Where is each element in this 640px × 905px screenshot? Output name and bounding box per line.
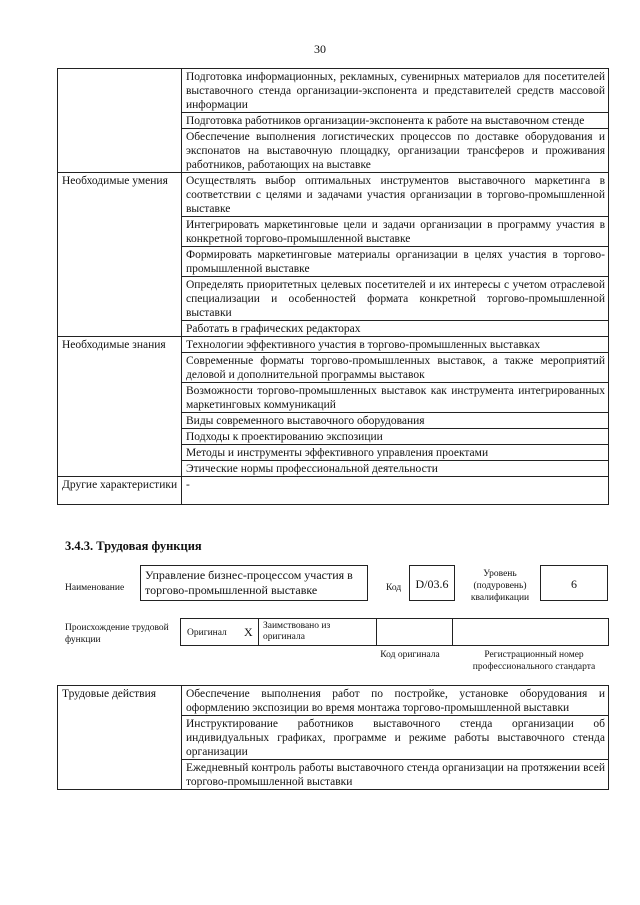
table-cell: Определять приоритетных целевых посетителей и их интересы с учетом отраслевой специализации и особенностей формата конкретной торгово-промышленной выставки bbox=[182, 277, 609, 321]
section-title: 3.4.3. Трудовая функция bbox=[65, 539, 202, 553]
function-name-value: Управление бизнес-процессом участия в торгово-промышленной выставке bbox=[140, 565, 368, 601]
reg-caption: Регистрационный номер профессионального стандарта bbox=[472, 650, 596, 672]
table-cell: Ежедневный контроль работы выставочного стенда организации на протяжении всей торгово-промышленной выставки bbox=[182, 760, 609, 790]
name-label: Наименование bbox=[65, 583, 125, 593]
page-number: 30 bbox=[314, 42, 326, 56]
function-code-value: D/03.6 bbox=[409, 565, 455, 601]
labor-actions-table bbox=[57, 685, 609, 790]
code-caption: Код оригинала bbox=[380, 650, 440, 660]
level-label: Уровень (подуровень) квалификации bbox=[470, 569, 530, 603]
table-cell: Инструктирование работников выставочного стенда организации об индивидуальных графиках, программе и режиме работы выставочного стенда организации bbox=[182, 716, 609, 760]
table-cell: Формировать маркетинговые материалы организации в целях участия в торгово-промышленной выставке bbox=[182, 247, 609, 277]
category-cell: Необходимые знания bbox=[58, 337, 182, 477]
table-cell: Подготовка работников организации-экспонента к работе на выставочном стенде bbox=[182, 113, 609, 129]
table-row bbox=[58, 686, 609, 716]
table-cell: Технологии эффективного участия в торгово-промышленных выставках bbox=[182, 337, 609, 353]
table-cell: Современные форматы торгово-промышленных выставок, а также мероприятий деловой и дополнительной программы выставок bbox=[182, 353, 609, 383]
table-cell: Обеспечение выполнения работ по постройке, установке оборудования и оформлению экспозиции во время монтажа торгово-промышленной выставки bbox=[182, 686, 609, 716]
code-label: Код bbox=[386, 583, 402, 593]
skills-knowledge-table bbox=[57, 68, 609, 505]
original-label: Оригинал bbox=[187, 628, 227, 638]
table-cell: Этические нормы профессиональной деятельности bbox=[182, 461, 609, 477]
table-cell: Подготовка информационных, рекламных, сувенирных материалов для посетителей выставочного стенда организации-экспонента и представителей средств массовой информации bbox=[182, 69, 609, 113]
category-cell: Необходимые умения bbox=[58, 173, 182, 337]
table-cell: Работать в графических редакторах bbox=[182, 321, 609, 337]
table-row bbox=[58, 69, 609, 113]
table-cell: Методы и инструменты эффективного управления проектами bbox=[182, 445, 609, 461]
table-cell: Виды современного выставочного оборудования bbox=[182, 413, 609, 429]
table-cell: Подходы к проектированию экспозиции bbox=[182, 429, 609, 445]
table-cell: Интегрировать маркетинговые цели и задачи организации в программу участия в конкретной торгово-промышленной выставке bbox=[182, 217, 609, 247]
category-cell: Трудовые действия bbox=[58, 686, 182, 790]
divider bbox=[258, 619, 259, 645]
table-cell: Возможности торгово-промышленных выставок как инструмента интегрированных маркетинговых коммуникаций bbox=[182, 383, 609, 413]
table-cell: Осуществлять выбор оптимальных инструментов выставочного маркетинга в соответствии с целями и задачами участия организации в торгово-промышленной выставке bbox=[182, 173, 609, 217]
table-cell: - bbox=[182, 477, 609, 505]
category-cell: Другие характеристики bbox=[58, 477, 182, 505]
divider bbox=[452, 619, 453, 645]
table-row bbox=[58, 173, 609, 217]
table-row bbox=[58, 337, 609, 353]
origin-label: Происхождение трудовой функции bbox=[65, 623, 169, 645]
category-cell bbox=[58, 69, 182, 173]
divider bbox=[376, 619, 377, 645]
table-row bbox=[58, 477, 609, 505]
level-value: 6 bbox=[540, 565, 608, 601]
borrowed-label: Заимствовано из оригинала bbox=[263, 621, 331, 642]
original-mark: X bbox=[244, 625, 253, 639]
table-cell: Обеспечение выполнения логистических процессов по доставке оборудования и экспонатов на выставочную площадку, организации трансферов и проживания работников, работающих на выставке bbox=[182, 129, 609, 173]
origin-box bbox=[180, 618, 609, 646]
